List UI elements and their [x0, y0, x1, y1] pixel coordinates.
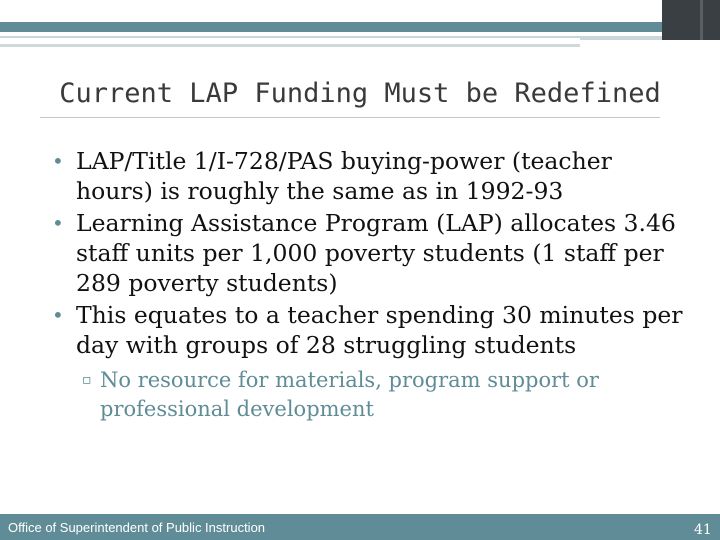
top-dark-stripe	[700, 0, 703, 40]
sub-bullet-text: No resource for materials, program support or professional development	[100, 368, 599, 421]
square-outline-icon: ▫	[82, 372, 92, 388]
top-dark-block	[662, 0, 720, 40]
footer-organization: Office of Superintendent of Public Instruction	[8, 520, 266, 535]
bullet-dot-icon: •	[52, 303, 64, 327]
title-underline	[40, 117, 660, 118]
footer-bar	[0, 514, 720, 540]
top-accent-bar	[0, 22, 662, 32]
bullet-text: This equates to a teacher spending 30 minutes per day with groups of 28 struggling students	[76, 301, 683, 359]
sub-bullet-item	[44, 366, 684, 424]
top-divider-line	[0, 44, 580, 47]
bullet-text: Learning Assistance Program (LAP) allocates 3.46 staff units per 1,000 poverty students (1 staff per 289 poverty students)	[76, 209, 676, 297]
bullet-text: LAP/Title 1/I-728/PAS buying-power (teacher hours) is roughly the same as in 1992-93	[76, 147, 612, 205]
bullet-item	[44, 300, 684, 360]
slide-content	[44, 146, 684, 424]
top-divider-line	[0, 36, 662, 38]
bullet-item	[44, 146, 684, 206]
page-number: 41	[694, 522, 712, 538]
top-divider-line	[580, 38, 662, 40]
bullet-dot-icon: •	[52, 211, 64, 235]
slide-title: Current LAP Funding Must be Redefined	[59, 78, 661, 109]
bullet-item	[44, 208, 684, 298]
bullet-dot-icon: •	[52, 149, 64, 173]
